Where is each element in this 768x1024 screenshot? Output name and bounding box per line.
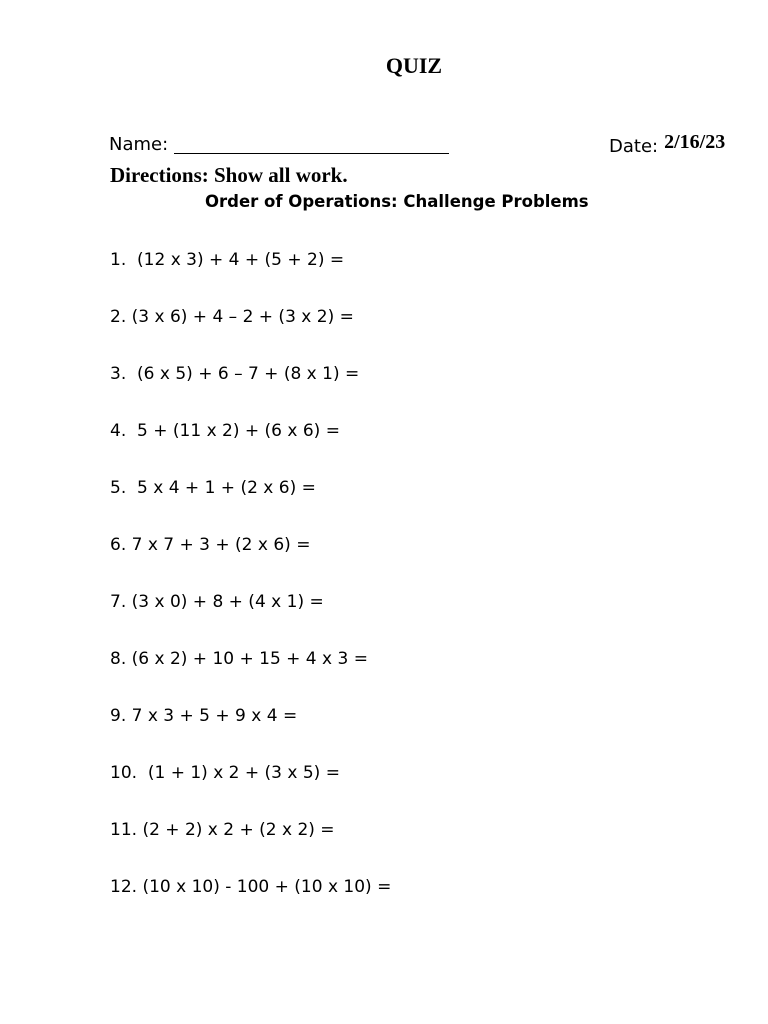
problem-item: 2. (3 x 6) + 4 – 2 + (3 x 2) = (110, 307, 354, 327)
problem-item: 6. 7 x 7 + 3 + (2 x 6) = (110, 535, 311, 555)
name-blank-line[interactable] (174, 152, 449, 154)
problem-item: 9. 7 x 3 + 5 + 9 x 4 = (110, 706, 298, 726)
problem-item: 7. (3 x 0) + 8 + (4 x 1) = (110, 592, 324, 612)
problem-item: 5. 5 x 4 + 1 + (2 x 6) = (110, 478, 316, 498)
name-label: Name: (109, 134, 169, 155)
problem-item: 10. (1 + 1) x 2 + (3 x 5) = (110, 763, 340, 783)
problem-item: 8. (6 x 2) + 10 + 15 + 4 x 3 = (110, 649, 368, 669)
problem-item: 11. (2 + 2) x 2 + (2 x 2) = (110, 820, 335, 840)
problem-list (110, 248, 391, 932)
problem-item: 3. (6 x 5) + 6 – 7 + (8 x 1) = (110, 364, 360, 384)
date-label: Date: (609, 136, 659, 157)
problem-item: 12. (10 x 10) - 100 + (10 x 10) = (110, 877, 392, 897)
directions-text: Directions: Show all work. (110, 163, 348, 187)
problem-item: 1. (12 x 3) + 4 + (5 + 2) = (110, 250, 345, 270)
date-field-row (609, 131, 725, 158)
name-field-row (109, 134, 449, 156)
page-title: QUIZ (385, 53, 443, 78)
problem-item: 4. 5 + (11 x 2) + (6 x 6) = (110, 421, 340, 441)
date-value: 2/16/23 (664, 131, 726, 153)
worksheet-subtitle: Order of Operations: Challenge Problems (205, 192, 589, 211)
